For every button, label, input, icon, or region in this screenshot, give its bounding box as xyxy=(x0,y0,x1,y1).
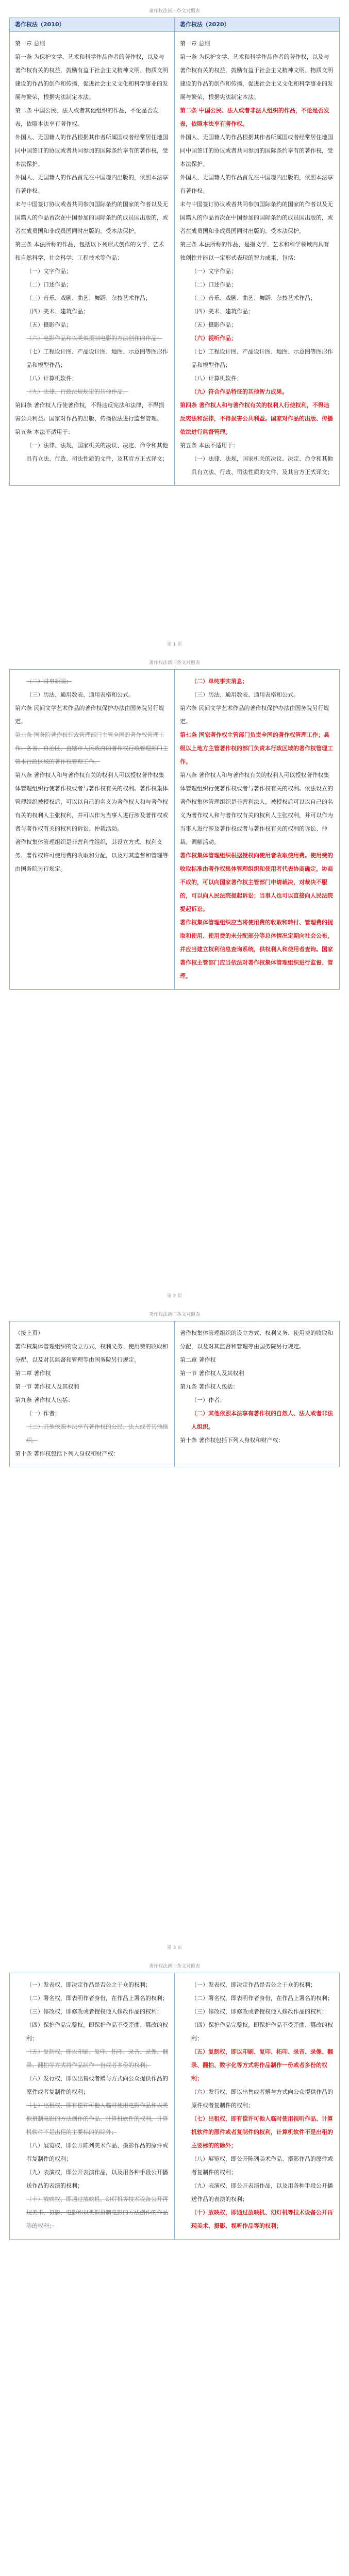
old-clause-line: （十）放映权，即通过放映机、幻灯机等技术设备公开再现美术、摄影、电影和以类似摄制电影的方法创作的作品等的权利； xyxy=(26,2196,168,2229)
old-clause-line: （八）计算机软件； xyxy=(26,375,77,382)
new-clause-line: （三）历法、通用数表、通用表格和公式。 xyxy=(191,691,299,698)
old-clause-line: 第二章 著作权 xyxy=(15,1370,51,1377)
old-clause-line: （六）发行权，即以出售或者赠与方式向公众提供作品的原件或者复制件的权利； xyxy=(26,2075,168,2095)
old-clause-line: （一）作者； xyxy=(26,1410,60,1417)
new-clause-line: （三）修改权，即修改或者授权他人修改作品的权利； xyxy=(191,2008,327,2015)
old-clause-line: 著作权集体管理组织是非营利性组织，其设立方式、权利义务、著作权许可使用费的收取和分配，以及对其监督和管理等由国务院另行规定。 xyxy=(15,839,168,872)
old-clause-line: 第十条 著作权包括下列人身权和财产权： xyxy=(15,1450,119,1457)
new-clause-line: 第六条 民间文学艺术作品的著作权保护办法由国务院另行规定。 xyxy=(180,705,329,725)
old-clause-line: （四）美术、建筑作品； xyxy=(26,308,89,315)
page-header-note: 著作权法新旧条文对照表 xyxy=(148,660,200,666)
page-number: 第 2 页 xyxy=(167,1294,182,1299)
old-clause-line: 第九条 著作权人包括： xyxy=(15,1397,74,1403)
old-clause-line: 第五条 本法不适用于： xyxy=(15,429,74,435)
new-law-cell xyxy=(175,670,340,990)
new-clause-line: 第一条 为保护文学、艺术和科学作品作者的著作权，以及与著作权有关的权益，鼓励有益于社会主义精神文明、物质文明建设的作品的创作和传播，促进社会主义文化和科学事业的发展与繁荣，根据宪法制定本法。 xyxy=(180,54,333,100)
old-law-cell xyxy=(10,32,175,486)
old-clause-line: （三）历法、通用数表、通用表格和公式。 xyxy=(26,691,134,698)
old-clause-line: 未与中国签订协议或者共同参加国际条约的国家的作者以及无国籍人的作品首次在中国参加的国际条约的成员国出版的，或者在成员国和非成员国同时出版的，受本法保护。 xyxy=(15,201,168,234)
new-clause-line: 第二条 中国公民、法人或者非法人组织的作品，不论是否发表，依照本法享有著作权。 xyxy=(180,107,329,127)
old-clause-line: 第三条 本法所称的作品，包括以下列形式创作的文学、艺术和自然科学、社会科学、工程技术等作品： xyxy=(15,241,164,261)
new-clause-line: （九）符合作品特征的其他智力成果。 xyxy=(191,388,288,395)
new-clause-line: （二）口述作品； xyxy=(191,281,237,288)
new-clause-line: （九）表演权，即公开表演作品，以及用各种手段公开播送作品的表演的权利； xyxy=(191,2182,333,2202)
old-clause-line: 第一条 为保护文学、艺术和科学作品作者的著作权，以及与著作权有关的权益，鼓励有益于社会主义精神文明、物质文明建设的作品的创作和传播，促进社会主义文化和科学事业的发展与繁荣，根据宪法制定本法。 xyxy=(15,54,168,100)
new-clause-line: （一）文字作品； xyxy=(191,268,237,275)
new-clause-line: （六）视听作品； xyxy=(191,335,237,342)
old-clause-line: 外国人、无国籍人的作品首先在中国境内出版的，依照本法享有著作权。 xyxy=(15,174,168,194)
old-clause-line: 著作权集体管理组织的设立方式、权利义务、使用费的收取和分配，以及对其监督和管理等由国务院另行规定。 xyxy=(15,1343,168,1363)
old-clause-line: （二）署名权，即表明作者身份，在作品上署名的权利； xyxy=(26,1995,168,2002)
old-clause-line: （九）表演权，即公开表演作品，以及用各种手段公开播送作品的表演的权利； xyxy=(26,2169,168,2189)
new-clause-line: （十）放映权，即通过放映机、幻灯机等技术设备公开再现美术、摄影、视听作品等的权利； xyxy=(191,2209,333,2229)
old-clause-line: （接上页） xyxy=(15,1330,43,1336)
new-clause-line: 第七条 国家著作权主管部门负责全国的著作权管理工作；县级以上地方主管著作权的部门负责本行政区域的著作权管理工作。 xyxy=(180,732,333,765)
old-clause-line: （一）文字作品； xyxy=(26,268,72,275)
new-clause-line: 第二章 著作权 xyxy=(180,1357,216,1363)
old-clause-line: 第八条 著作权人和与著作权有关的权利人可以授权著作权集体管理组织行使著作权或者与著作权有关的权利。著作权集体管理组织被授权后，可以以自己的名义为著作权人和与著作权有关的权利人主张权利，并可以作为当事人进行涉及著作权或者与著作权有关的权利的诉讼、仲裁活动。 xyxy=(15,772,168,832)
old-clause-line: （五）复制权，即以印刷、复印、拓印、录音、录像、翻录、翻拍等方式将作品制作一份或者多份的权利； xyxy=(26,2048,168,2069)
comparison-table xyxy=(9,669,340,990)
old-clause-line: （六）电影作品和以类似摄制电影的方法创作的作品； xyxy=(26,335,162,342)
old-clause-line: （七）工程设计图、产品设计图、地图、示意图等图形作品和模型作品； xyxy=(26,348,168,368)
new-clause-line: 第四条 著作权人和与著作权有关的权利人行使权利，不得违反宪法和法律，不得损害公共利益。国家对作品的出版、传播依法进行监督管理。 xyxy=(180,402,333,435)
new-clause-line: 第十条 著作权包括下列人身权和财产权： xyxy=(180,1437,284,1444)
new-clause-line: 第九条 著作权人包括： xyxy=(180,1383,239,1390)
old-clause-line: （七）出租权，即有偿许可他人临时使用电影作品和以类似摄制电影的方法创作的作品、计算机软件的权利，计算机软件不是出租的主要标的的除外； xyxy=(26,2102,168,2136)
table-row xyxy=(10,32,340,486)
comparison-table xyxy=(9,1973,340,2240)
new-clause-line: （五）复制权，即以印刷、复印、拓印、录音、录像、翻录、翻拍、数字化等方式将作品制作一份或者多份的权利； xyxy=(191,2048,333,2082)
page xyxy=(0,0,349,652)
new-clause-line: （七）出租权，即有偿许可他人临时使用视听作品、计算机软件的原件或者复制件的权利，计算机软件不是出租的主要标的的除外； xyxy=(191,2115,333,2149)
new-clause-line: （五）摄影作品； xyxy=(191,321,237,328)
new-clause-line: 第一章 总则 xyxy=(180,40,210,47)
new-clause-line: （八）计算机软件； xyxy=(191,375,242,382)
old-clause-line: （二）其他依照本法享有著作权的公民、法人或者其他组织。 xyxy=(26,1423,168,1444)
new-clause-line: （八）展览权，即公开陈列美术作品、摄影作品的原件或者复制件的权利； xyxy=(191,2156,333,2176)
old-clause-line: （一）发表权，即决定作品是否公之于众的权利； xyxy=(26,1981,151,1988)
new-clause-line: （一）发表权，即决定作品是否公之于众的权利； xyxy=(191,1981,316,1988)
new-clause-line: （三）音乐、戏剧、曲艺、舞蹈、杂技艺术作品； xyxy=(191,295,316,301)
old-clause-line: 第一节 著作权人及其权利 xyxy=(15,1383,79,1390)
comparison-table xyxy=(9,1321,340,1467)
comparison-table xyxy=(9,18,340,486)
table-row xyxy=(10,1973,340,2240)
new-clause-line: （一）作者； xyxy=(191,1397,225,1403)
old-law-cell xyxy=(10,670,175,990)
old-clause-line: 第六条 民间文学艺术作品的著作权保护办法由国务院另行规定。 xyxy=(15,705,164,725)
old-clause-line: （五）摄影作品； xyxy=(26,321,72,328)
page-header-note: 著作权法新旧条文对照表 xyxy=(148,9,200,14)
page xyxy=(0,652,349,1303)
old-clause-line: （三）音乐、戏剧、曲艺、舞蹈、杂技艺术作品； xyxy=(26,295,151,301)
new-clause-line: （一）法律、法规，国家机关的决议、决定、命令和其他具有立法、行政、司法性质的文件，及其官方正式译文； xyxy=(191,455,333,476)
new-law-cell xyxy=(175,1973,340,2240)
new-clause-line: （二）其他依照本法享有著作权的自然人、法人或者非法人组织。 xyxy=(191,1410,333,1430)
page-header-note: 著作权法新旧条文对照表 xyxy=(148,1312,200,1317)
new-clause-line: 第三条 本法所称的作品，是指文学、艺术和科学领域内具有独创性并能以一定形式表现的智力成果，包括： xyxy=(180,241,329,261)
old-clause-line: 外国人、无国籍人的作品根据其作者所属国或者经常居住地国同中国签订的协议或者共同参加的国际条约享有的著作权，受本法保护。 xyxy=(15,134,168,167)
column-header-new: 著作权法（2020） xyxy=(175,18,340,32)
old-clause-line: （二）时事新闻； xyxy=(26,678,72,685)
old-clause-line: （八）展览权，即公开陈列美术作品、摄影作品的原件或者复制件的权利； xyxy=(26,2142,168,2162)
old-law-cell xyxy=(10,1321,175,1467)
old-clause-line: （二）口述作品； xyxy=(26,281,72,288)
new-clause-line: 外国人、无国籍人的作品根据其作者所属国或者经常居住地国同中国签订的协议或者共同参加的国际条约享有的著作权，受本法保护。 xyxy=(180,134,333,167)
page-number: 第 1 页 xyxy=(167,642,182,647)
new-clause-line: （七）工程设计图、产品设计图、地图、示意图等图形作品和模型作品； xyxy=(191,348,333,368)
page-header-note: 著作权法新旧条文对照表 xyxy=(148,1964,200,1969)
old-clause-line: 第七条 国务院著作权行政管理部门主管全国的著作权管理工作；各省、自治区、直辖市人民政府的著作权行政管理部门主管本行政区域的著作权管理工作。 xyxy=(15,732,168,765)
old-law-cell xyxy=(10,1973,175,2240)
old-clause-line: 第四条 著作权人行使著作权，不得违反宪法和法律，不得损害公共利益。国家对作品的出版、传播依法进行监督管理。 xyxy=(15,402,164,422)
new-clause-line: 第五条 本法不适用于： xyxy=(180,442,239,449)
new-clause-line: 著作权集体管理组织根据授权向使用者收取使用费。使用费的收取标准由著作权集体管理组织和使用者代表协商确定，协商不成的，可以向国家著作权主管部门申请裁决，对裁决不服的，可以向人民法院提起诉讼；当事人也可以直接向人民法院提起诉讼。 xyxy=(180,852,333,912)
new-clause-line: 第一节 著作权人及其权利 xyxy=(180,1370,244,1377)
table-row xyxy=(10,1321,340,1467)
new-clause-line: 第八条 著作权人和与著作权有关的权利人可以授权著作权集体管理组织行使著作权或者与著作权有关的权利。依法设立的著作权集体管理组织是非营利法人，被授权后可以以自己的名义为著作权人和与著作权有关的权利人主张权利，并可以作为当事人进行涉及著作权或者与著作权有关的权利的诉讼、仲裁、调解活动。 xyxy=(180,772,333,845)
new-law-cell xyxy=(175,1321,340,1467)
page xyxy=(0,1955,349,2576)
old-clause-line: 第二条 中国公民、法人或者其他组织的作品，不论是否发表，依照本法享有著作权。 xyxy=(15,107,159,127)
page-number: 第 3 页 xyxy=(167,1945,182,1951)
old-clause-line: （九）法律、行政法规规定的其他作品。 xyxy=(26,388,128,395)
column-header-row xyxy=(10,18,340,32)
new-clause-line: （四）保护作品完整权，即保护作品不受歪曲、篡改的权利； xyxy=(191,2022,333,2042)
old-clause-line: （三）修改权，即修改或者授权他人修改作品的权利； xyxy=(26,2008,162,2015)
new-clause-line: 著作权集体管理组织的设立方式、权利义务、使用费的收取和分配，以及对其监督和管理等由国务院另行规定。 xyxy=(180,1330,333,1350)
new-clause-line: （六）发行权，即以出售或者赠与方式向公众提供作品的原件或者复制件的权利； xyxy=(191,2089,333,2109)
old-clause-line: （四）保护作品完整权，即保护作品不受歪曲、篡改的权利； xyxy=(26,2022,168,2042)
table-row xyxy=(10,670,340,990)
new-clause-line: （二）署名权，即表明作者身份，在作品上署名的权利； xyxy=(191,1995,333,2002)
old-clause-line: （一）法律、法规，国家机关的决议、决定、命令和其他具有立法、行政、司法性质的文件，及其官方正式译文； xyxy=(26,442,168,462)
page xyxy=(0,1303,349,1955)
new-clause-line: 外国人、无国籍人的作品首先在中国境内出版的，依照本法享有著作权。 xyxy=(180,174,333,194)
new-clause-line: 未与中国签订协议或者共同参加国际条约的国家的作者以及无国籍人的作品首次在中国参加的国际条约的成员国出版的，或者在成员国和非成员国同时出版的，受本法保护。 xyxy=(180,201,333,234)
new-clause-line: （二）单纯事实消息； xyxy=(191,678,248,685)
new-clause-line: （四）美术、建筑作品； xyxy=(191,308,254,315)
old-clause-line: 第一章 总则 xyxy=(15,40,45,47)
new-law-cell xyxy=(175,32,340,486)
new-clause-line: 著作权集体管理组织应当将使用费的收取和转付、管理费的提取和使用、使用费的未分配部分等总体情况定期向社会公布，并应当建立权利信息查询系统，供权利人和使用者查询。国家著作权主管部门应当依法对著作权集体管理组织进行监督、管理。 xyxy=(180,919,333,979)
column-header-old: 著作权法（2010） xyxy=(10,18,175,32)
